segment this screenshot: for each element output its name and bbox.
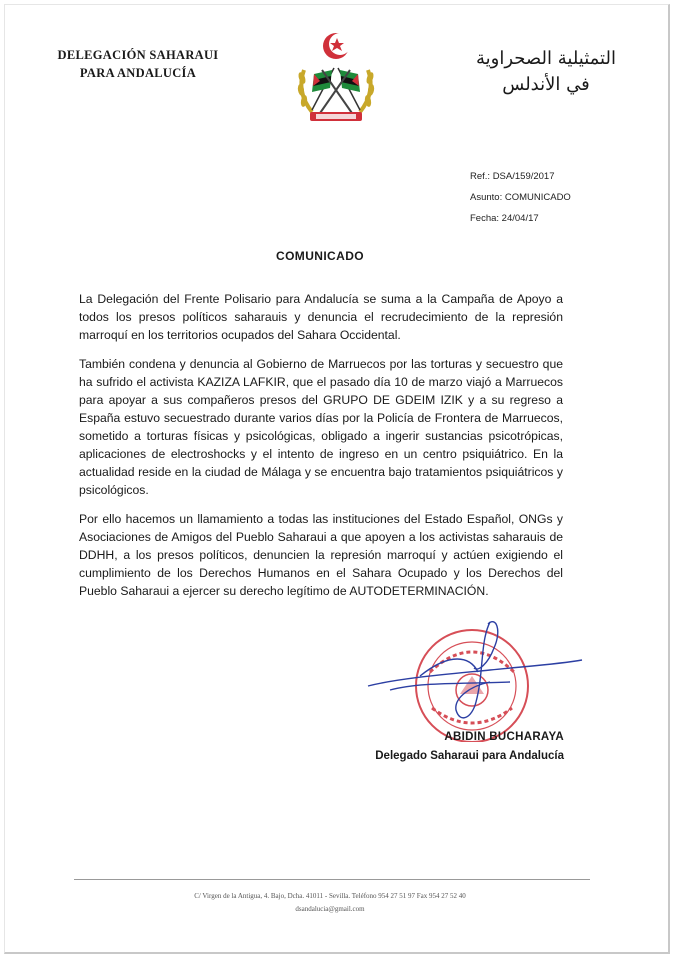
paragraph-2: También condena y denuncia al Gobierno de Marruecos por las torturas y secuestro que ha sufrido el activista KAZIZA LAFKIR, que el pasado día 10 de marzo viajó a Marruecos para apoyar a sus compañeros presos del GRUPO DE GDEIM IZIK y a su regreso a España estuvo secuestrado durante varios días por la Policía de Frontera de Marruecos, sometido a torturas físicas y psicológicas, obligado a ingerir sustancias psicotrópicas, aplicaciones de electroshocks y el intento de ingreso en un centro psiquiátrico. En la actualidad reside en la ciudad de Málaga y se encuentra bajo tratamientos psiquiátricos y psicológicos. (79, 357, 563, 497)
org-name-arabic (462, 46, 630, 98)
org-name-arabic-line2: في الأندلس (502, 74, 590, 95)
ref-number: Ref.: DSA/159/2017 (470, 171, 555, 182)
stamp-and-signature (360, 612, 590, 742)
paragraph-3: Por ello hacemos un llamamiento a todas las instituciones del Estado Español, ONGs y Asociaciones de Amigos del Pueblo Saharaui a que apoyen a los activistas saharauis de DDHH, a los presos políticos, denuncien la represión marroquí y actúen exigiendo el cumplimiento de los Derechos Humanos en el Sahara Ocupado y los Derechos del Pueblo Saharaui a ejercer su derecho legítimo de AUTODETERMINACIÓN. (79, 512, 563, 598)
saharawi-emblem-icon (290, 30, 382, 130)
org-name-line1: DELEGACIÓN SAHARAUI (57, 48, 219, 62)
signatory-role: Delegado Saharaui para Andalucía (375, 750, 564, 762)
subject: Asunto: COMUNICADO (470, 192, 571, 203)
signatory-name: ABIDIN BUCHARAYA (444, 731, 564, 743)
footer-email: dsandalucia@gmail.com (295, 905, 365, 913)
org-name-line2: PARA ANDALUCÍA (79, 66, 197, 80)
date: Fecha: 24/04/17 (470, 213, 539, 224)
org-name-spanish (48, 46, 228, 82)
handwritten-signature-icon (368, 622, 582, 718)
official-stamp-icon (416, 630, 528, 742)
document-body (79, 290, 563, 611)
org-name-arabic-line1: التمثيلية الصحراوية (476, 48, 616, 69)
paragraph-1: La Delegación del Frente Polisario para Andalucía se suma a la Campaña de Apoyo a todos los presos políticos saharauis y denuncia el recrudecimiento de la represión marroquí en los territorios ocupados del Sahara Occidental. (79, 292, 563, 342)
document-title: COMUNICADO (276, 249, 364, 263)
footer-address: C/ Virgen de la Antigua, 4. Bajo, Dcha. 41011 - Sevilla. Teléfono 954 27 51 97 Fax 954 27 52 40 (194, 892, 466, 900)
footer-divider (74, 879, 590, 880)
document-references (470, 166, 571, 229)
